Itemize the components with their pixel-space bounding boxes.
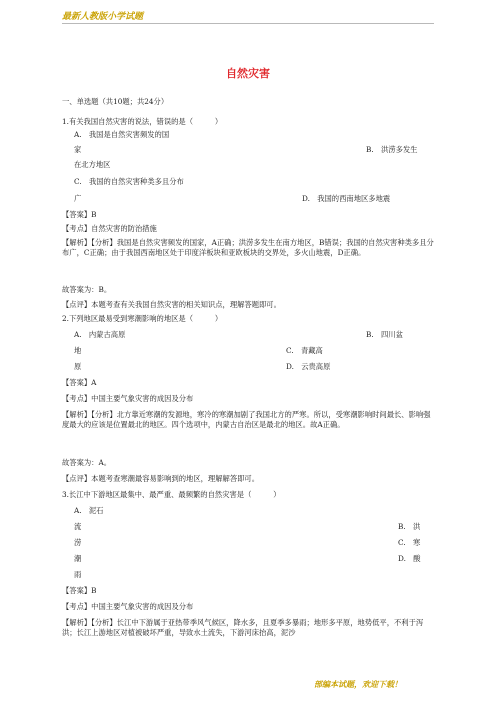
q1-option-c: C. 我国的自然灾害种类多且分布 bbox=[74, 177, 184, 186]
q1-option-b: B. 洪涝多发生 bbox=[366, 145, 418, 154]
q3-option-b: B. 洪 bbox=[398, 522, 421, 531]
q3-option-d-cont: 雨 bbox=[74, 570, 82, 579]
q3-answer: 【答案】B bbox=[62, 586, 97, 595]
q1-final-answer: 故答案为：B。 bbox=[62, 285, 112, 294]
q1-analysis: 【解析】【分析】我国是自然灾害频发的国家，A正确；洪涝多发生在南方地区，B错误；我国的自然灾害种类多且分布广，C正确；由于我国西南地区处于印度洋板块和亚欧板块的交界处，多火山地震，D正确。 bbox=[62, 238, 434, 257]
q1-comment: 【点评】本题考查有关我国自然灾害的相关知识点，理解答题即可。 bbox=[62, 300, 281, 309]
q3-option-c: C. 寒 bbox=[398, 538, 421, 547]
q1-answer: 【答案】B bbox=[62, 210, 97, 219]
page-header: 最新人教版小学试题 bbox=[62, 12, 144, 22]
q3-option-a: A. 泥石 bbox=[74, 506, 104, 515]
q1-option-d: D. 我国的西南地区多地震 bbox=[302, 194, 391, 203]
q2-stem: 2.下列地区最易受到寒潮影响的地区是（ ） bbox=[62, 314, 223, 323]
q2-option-c: C. 青藏高 bbox=[286, 346, 323, 355]
header-divider bbox=[62, 23, 434, 24]
q3-option-d: D. 酸 bbox=[398, 554, 421, 563]
q3-knowledge-point: 【考点】中国主要气象灾害的成因及分布 bbox=[62, 602, 194, 611]
document-title: 自然灾害 bbox=[226, 67, 270, 80]
q3-option-b-cont: 涝 bbox=[74, 538, 82, 547]
q3-option-c-cont: 潮 bbox=[74, 554, 82, 563]
page-footer: 部编本试题，欢迎下载！ bbox=[314, 680, 402, 689]
q2-option-b: B. 四川盆 bbox=[366, 330, 403, 339]
q2-option-b-cont: 地 bbox=[74, 346, 82, 355]
q1-knowledge-point: 【考点】自然灾害的防治措施 bbox=[62, 224, 157, 233]
q2-analysis: 【解析】【分析】北方靠近寒潮的发源地，寒冷的寒潮加剧了我国北方的严寒。所以，受寒潮影响时间最长、影响强度最大的应该是位置最北的地区。四个选项中，内蒙古自治区是最北的地区。故A正确。 bbox=[62, 410, 431, 429]
q2-option-d: D. 云贵高原 bbox=[286, 362, 331, 371]
q2-option-c-cont: 原 bbox=[74, 362, 82, 371]
q2-knowledge-point: 【考点】中国主要气象灾害的成因及分布 bbox=[62, 394, 194, 403]
q1-stem: 1.有关我国自然灾害的说法，错误的是（ ） bbox=[62, 117, 223, 126]
q2-option-a: A. 内蒙古高原 bbox=[74, 330, 126, 339]
q3-analysis: 【解析】【分析】长江中下游属于亚热带季风气候区，降水多，且夏季多暴雨；地形多平原，地势低平，不利于泻洪；长江上游地区对植被破坏严重，导致水土流失，下游河床抬高，泥沙 bbox=[62, 618, 424, 637]
q3-option-a-cont: 流 bbox=[74, 522, 82, 531]
q1-option-a-cont: 家 bbox=[74, 145, 82, 154]
q2-final-answer: 故答案为：A。 bbox=[62, 458, 112, 467]
q1-option-a: A. 我国是自然灾害频发的国 bbox=[74, 130, 170, 139]
q1-option-b-cont: 在北方地区 bbox=[74, 160, 111, 169]
q2-answer: 【答案】A bbox=[62, 378, 97, 387]
q3-stem: 3.长江中下游地区最集中、最严重、最频繁的自然灾害是（ ） bbox=[62, 490, 281, 499]
q1-option-c-cont: 广 bbox=[74, 194, 82, 203]
q2-comment: 【点评】本题考查寒潮最容易影响到的地区，理解解答即可。 bbox=[62, 474, 260, 483]
section-heading: 一、单选题（共10题；共24分） bbox=[62, 97, 169, 106]
